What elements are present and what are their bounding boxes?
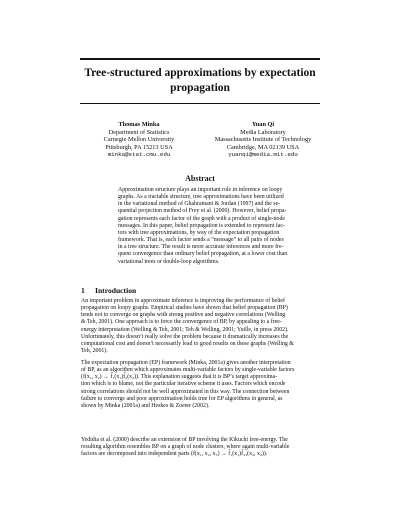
paper-title [70, 66, 330, 96]
title-line: Tree-structured approximations by expectation [84, 67, 316, 79]
author-email: minka@stat.cmu.edu [107, 151, 171, 159]
abstract-line: Approximation structure plays an important role in inference on loopy [118, 187, 283, 193]
abstract-line: messages. In this paper, belief propagation is extended to represent fac- [118, 222, 285, 229]
author-block [193, 121, 333, 159]
abstract-line: in a tree structure. The result is more accurate inferences and more fre- [118, 244, 284, 251]
author-affiliation: Department of Statistics [108, 128, 170, 136]
paragraph-line: Teh, 2001). [81, 348, 108, 355]
paragraph-line: factors are decomposed into independent parts (f(x₁, x₂, x₃) → f̃₁(x₁)f̃₂₃(x₂, x₃)). [81, 451, 268, 458]
paragraph-line: Unfortunately, this doesn’t really solve the problem because it dramatically increases the [81, 333, 289, 340]
author-email: yuanqi@media.mit.edu [228, 151, 298, 159]
abstract-line: in the variational method of Ghahramani & Jordan (1997) and the se- [118, 201, 281, 208]
intro-paragraph [81, 360, 321, 410]
abstract-line: quent convergence than ordinary belief propagation, at a lower cost than [118, 251, 288, 258]
author-affiliation: Cambridge, MA 02139 USA [226, 143, 300, 151]
author-affiliation: Media Laboratory [240, 128, 286, 136]
paragraph-line: & Teh, 2001). One approach is to force the convergence of BP, by appealing to a free- [81, 319, 282, 326]
abstract-line: quential projection method of Frey et al. (2000). However, belief propa- [118, 208, 287, 215]
paragraph-line: energy interpretation (Welling & Teh, 2001; Teh & Welling, 2001; Yuille, in press 2002). [81, 326, 289, 333]
abstract-body [118, 187, 288, 266]
paragraph-line: computational cost and doesn’t necessarily lead to good results on these graphs (Welling & [81, 340, 294, 347]
author-affiliation: Pittsburgh, PA 15213 USA [105, 143, 173, 151]
paragraph-line: (f(x₁, x₂) → f̃₁(x₁)f̃₂(x₂)). This explanation suggests that it is BP’s target approxima- [81, 374, 278, 381]
abstract-heading: Abstract [185, 174, 215, 183]
paragraph-line: The expectation propagation (EP) framework (Minka, 2001a) gives another interpretation [81, 360, 291, 366]
intro-paragraph [81, 437, 321, 458]
paragraph-line: failure to converge and poor approximation holds true for EP algorithms in general, as [81, 395, 283, 402]
author-block [69, 121, 209, 159]
abstract-line: variational trees or double-loop algorithms. [118, 258, 220, 265]
author-name: Yuan Qi [251, 121, 275, 128]
title-top-rule [80, 58, 320, 60]
abstract-line: framework. That is, each factor sends a “message” to all pairs of nodes [118, 237, 284, 244]
intro-paragraph [81, 298, 321, 355]
paragraph-line: shown by Minka (2001a) and Heskes & Zoeter (2002). [81, 402, 210, 409]
title-line: propagation [170, 82, 230, 94]
paragraph-line: propagation on loopy graphs. Empirical studies have shown that belief propagation (BP) [81, 305, 288, 312]
abstract-line: gation represents each factor of the graph with a product of single-node [118, 215, 285, 222]
abstract-line: tors with tree approximations, by way of the expectation propagation [118, 229, 280, 236]
paragraph-line: Yedidia et al. (2000) describe an extension of BP involving the Kikuchi free-energy. The [81, 437, 288, 443]
paragraph-line: of BP, as an algorithm which approximates multi-variable factors by single-variable factors [81, 367, 295, 374]
section-heading [81, 286, 136, 295]
section-number: 1 [81, 286, 85, 295]
paragraph-line: tends not to converge on graphs with strong positive and negative correlations (Welling [81, 312, 286, 319]
author-affiliation: Massachusetts Institute of Technology [214, 136, 312, 144]
abstract-line: graphs. As a tractable structure, tree approximations have been utilized [118, 194, 284, 201]
paragraph-line: strong correlations should not be well approximated in this way. The connection between [81, 388, 290, 395]
section-title: Introduction [95, 286, 137, 295]
author-name: Thomas Minka [118, 121, 160, 128]
paragraph-line: An important problem in approximate inference is improving the performance of belief [81, 298, 285, 304]
paragraph-line: tion which is to blame, not the particular iterative scheme it uses. Factors which encode [81, 381, 286, 388]
paragraph-line: resulting algorithm resembles BP on a graph of node clusters, where again multi-variable [81, 444, 290, 451]
title-bottom-rule [80, 103, 320, 104]
author-affiliation: Carnegie Mellon University [103, 136, 175, 144]
